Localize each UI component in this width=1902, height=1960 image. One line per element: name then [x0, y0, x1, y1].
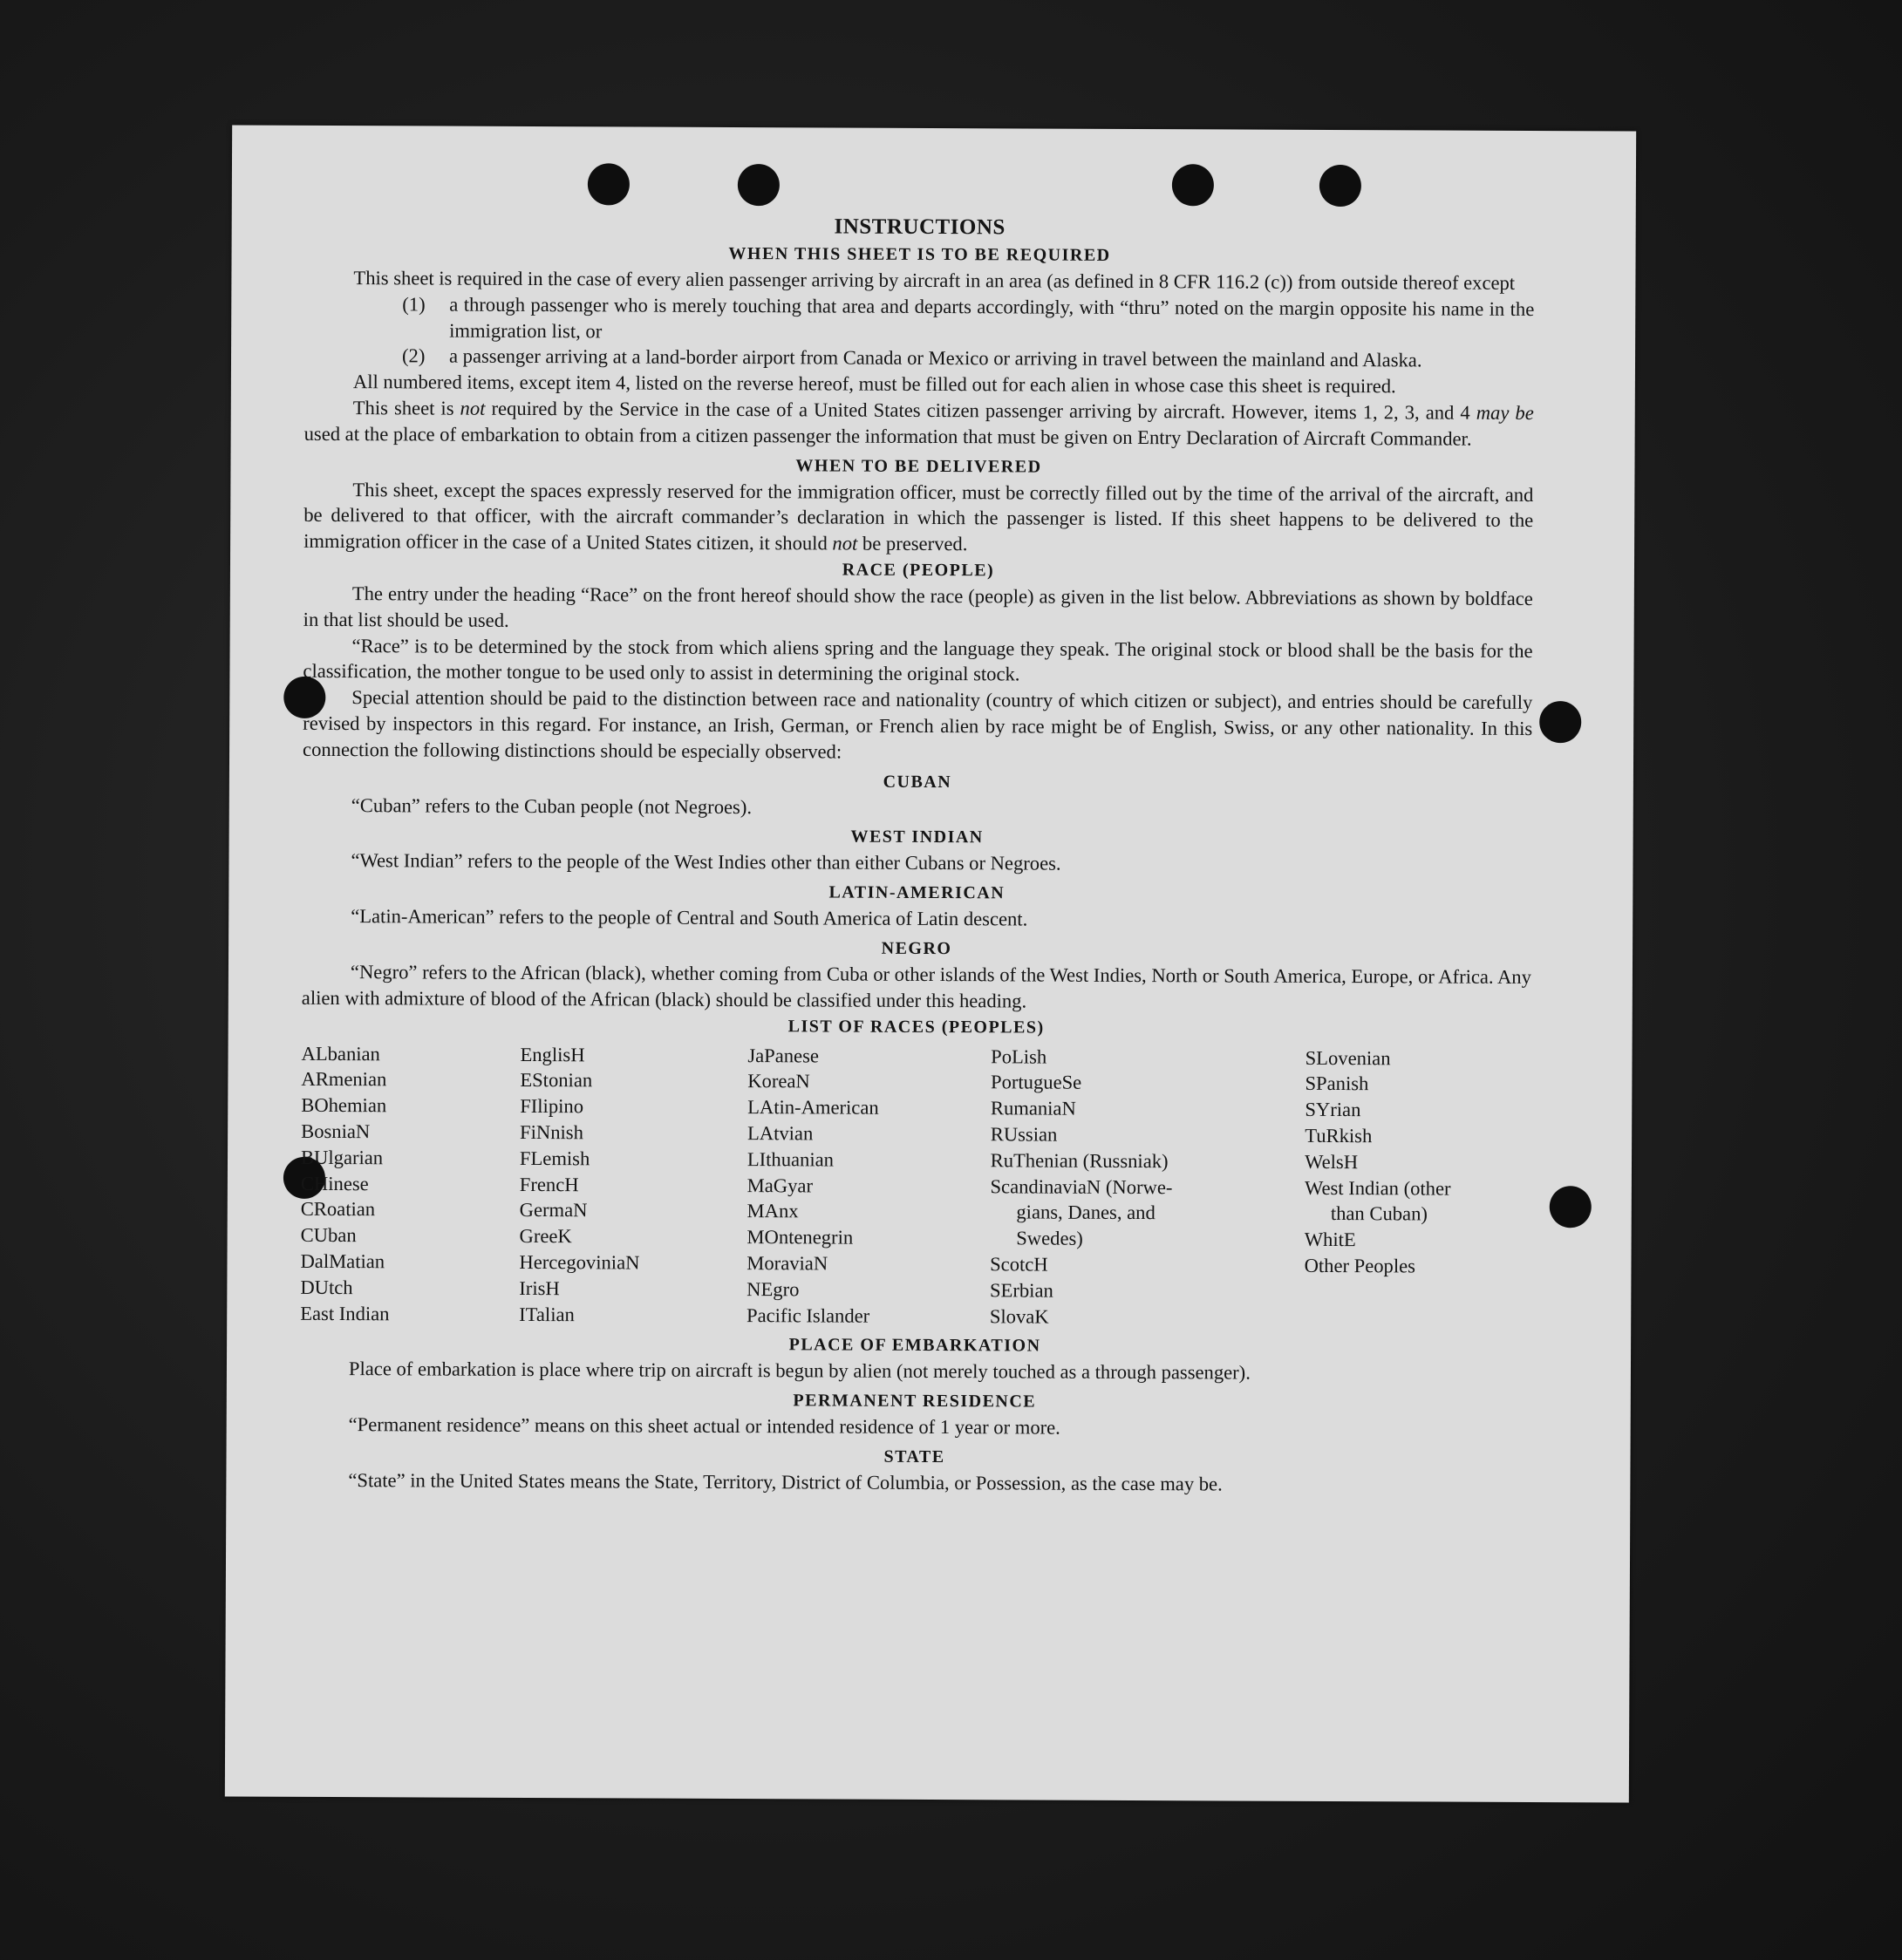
race-entry: HercegoviniaN [519, 1250, 640, 1274]
heading-list-of-races: LIST OF RACES (PEOPLES) [787, 1016, 1045, 1038]
race-entry: West Indian (other [1304, 1176, 1451, 1200]
race-entry: ITalian [519, 1303, 575, 1325]
race-list [300, 1040, 1530, 1331]
race-entry: ScandinaviaN (Norwe- [990, 1174, 1173, 1198]
race-entry: LAtvian [746, 1122, 814, 1145]
when-required-intro: This sheet is required in the case of every alien passenger arriving by aircraft in an area (as defined in 8 CFR 116.2 (c)) from outside thereof except [353, 267, 1516, 294]
race-entry: RuThenian (Russniak) [990, 1149, 1169, 1172]
race-column [1304, 1045, 1530, 1331]
race-entry: MAnx [746, 1200, 799, 1222]
punch-hole [1319, 165, 1361, 207]
item-text: a through passenger who is merely touching that area and departs accordingly, with “thru” noted on the margin opposite his name in the immigration list, or [449, 293, 1535, 342]
item-text: a passenger arriving at a land-border airport from Canada or Mexico or arriving in travel between the mainland and Alaska. [448, 344, 1422, 371]
race-entry: GreeK [519, 1225, 572, 1248]
heading-west-indian: WEST INDIAN [850, 827, 984, 847]
race-entry: East Indian [300, 1302, 390, 1324]
race-entry: RumaniaN [990, 1097, 1076, 1120]
race-entry: CRoatian [300, 1198, 376, 1221]
race-entry: FIlipino [520, 1095, 584, 1118]
race-entry: CUban [300, 1223, 357, 1247]
text-run: This sheet, except the spaces expressly reserved for the immigration officer, must be correctly filled out by the time of the arrival of the aircraft, and be delivered to that officer, with the aircraft commander’s declaration in which the passenger is listed. If this sheet happens to be delivered to the immigration officer in the case of a United States citizen, it should [303, 478, 1534, 555]
negro-text: “Negro” refers to the African (black), whether coming from Cuba or other islands of the West Indies, North or South America, Europe, or Africa. Any alien with admixture of blood of the African (black) should be classified under this heading. [301, 961, 1531, 1012]
emphasis: may be [1476, 401, 1534, 424]
race-entry: DUtch [300, 1276, 353, 1298]
text-run: used at the place of embarkation to obtain from a citizen passenger the information that must be given on Entry Declaration of Aircraft Commander. [303, 422, 1472, 450]
race-entry: SlovaK [989, 1304, 1049, 1328]
heading-cuban: CUBAN [883, 772, 952, 792]
race-entry: KoreaN [747, 1070, 810, 1092]
race-entry: RUssian [990, 1123, 1058, 1146]
item-number: (1) [402, 293, 426, 316]
race-entry: PoLish [991, 1045, 1047, 1068]
race-entry: FrencH [519, 1173, 579, 1195]
race-entry: GermaN [519, 1199, 588, 1222]
heading-race: RACE (PEOPLE) [842, 560, 995, 581]
punch-hole [1172, 164, 1214, 206]
race-entry: LIthuanian [746, 1147, 835, 1171]
race-entry: gians, Danes, and [1016, 1201, 1156, 1224]
text-run: This sheet is [352, 397, 460, 419]
race-entry: JaPanese [747, 1044, 819, 1066]
text-run: be preserved. [857, 532, 968, 555]
latin-american-text: “Latin-American” refers to the people of Central and South America of Latin descent. [351, 905, 1028, 930]
race-paragraph-2: “Race” is to be determined by the stock from which aliens spring and the language they speak. The original stock or blood shall be the basis for the classification, the mother tongue to be used only to assist in determining the original stock. [303, 634, 1533, 685]
race-entry: Swedes) [1016, 1227, 1083, 1249]
race-entry: FLemish [519, 1147, 590, 1170]
race-entry: MoraviaN [746, 1251, 828, 1275]
race-entry: DalMatian [300, 1249, 385, 1273]
race-entry: BosniaN [301, 1120, 371, 1143]
race-entry: LAtin-American [747, 1096, 879, 1119]
race-entry: SErbian [989, 1279, 1053, 1302]
race-entry: BUlgarian [300, 1146, 384, 1168]
race-entry: SYrian [1305, 1099, 1361, 1121]
emphasis: not [832, 532, 858, 555]
race-entry: SLovenian [1305, 1046, 1391, 1069]
race-entry: PortugueSe [990, 1071, 1082, 1094]
race-entry: CHinese [300, 1172, 369, 1194]
race-entry: BOhemian [301, 1093, 387, 1117]
race-entry: TuRkish [1305, 1124, 1373, 1147]
punch-hole [1550, 1186, 1592, 1228]
race-entry: SPanish [1305, 1072, 1369, 1095]
emphasis: not [460, 397, 486, 419]
sheet-text [299, 211, 1534, 1499]
item-number: (2) [401, 344, 426, 367]
race-paragraph-3: Special attention should be paid to the distinction between race and nationality (country of which citizen or subject), and entries should be carefully revised by inspectors in this regard. For instance, an Irish, German, or French alien by race might be of English, Swiss, or any other nationality. In this connection the following distinctions should be especially observed: [303, 686, 1533, 763]
race-entry: than Cuban) [1330, 1202, 1428, 1225]
race-column [990, 1044, 1305, 1330]
race-entry: Other Peoples [1304, 1254, 1416, 1277]
race-paragraph-1: The entry under the heading “Race” on the front hereof should show the race (people) as given in the list below. Abbreviations as shown by boldface in that list should be used. [303, 582, 1533, 631]
text-run: required by the Service in the case of a United States citizen passenger arriving by aircraft. However, items 1, 2, 3, and 4 [485, 397, 1476, 424]
race-entry: IrisH [519, 1276, 560, 1299]
citizen-paragraph [304, 395, 1534, 453]
heading-when-delivered: WHEN TO BE DELIVERED [795, 455, 1042, 477]
heading-latin-american: LATIN-AMERICAN [828, 882, 1006, 903]
heading-negro: NEGRO [881, 938, 952, 959]
race-entry: MOntenegrin [746, 1226, 854, 1249]
race-column [746, 1043, 991, 1330]
residence-text: “Permanent residence” means on this sheet actual or intended residence of 1 year or more. [348, 1413, 1060, 1439]
page-title: INSTRUCTIONS [834, 214, 1006, 240]
heading-when-required: WHEN THIS SHEET IS TO BE REQUIRED [728, 243, 1111, 265]
numbered-items-paragraph: All numbered items, except item 4, listed on the reverse hereof, must be filled out for each alien in whose case this sheet is required. [352, 371, 1396, 398]
delivery-paragraph [303, 476, 1533, 560]
heading-embarkation: PLACE OF EMBARKATION [788, 1335, 1041, 1356]
state-text: “State” in the United States means the State, Territory, District of Columbia, or Possession, as the case may be. [348, 1468, 1223, 1495]
race-entry: EnglisH [520, 1043, 585, 1065]
west-indian-text: “West Indian” refers to the people of the West Indies other than either Cubans or Negroes. [351, 849, 1061, 875]
heading-state: STATE [883, 1446, 945, 1467]
race-entry: Pacific Islander [746, 1303, 870, 1327]
instruction-sheet [225, 125, 1636, 1802]
race-entry: FiNnish [520, 1120, 583, 1144]
race-column [519, 1041, 747, 1328]
punch-hole [738, 164, 780, 206]
race-entry: ARmenian [301, 1068, 387, 1091]
cuban-text: “Cuban” refers to the Cuban people (not Negroes). [351, 793, 753, 818]
race-entry: EStonian [520, 1069, 593, 1092]
heading-permanent-residence: PERMANENT RESIDENCE [793, 1391, 1037, 1412]
punch-hole [1539, 701, 1581, 743]
race-entry: NEgro [746, 1277, 800, 1301]
race-column [300, 1040, 520, 1327]
race-entry: ALbanian [301, 1042, 380, 1065]
race-entry: ScotcH [990, 1253, 1048, 1276]
embarkation-text: Place of embarkation is place where trip on aircraft is begun by alien (not merely touched as a through passenger). [348, 1358, 1251, 1384]
punch-hole [588, 163, 630, 205]
race-entry: WelsH [1305, 1150, 1359, 1173]
race-entry: MaGyar [746, 1174, 814, 1196]
exception-item-1 [304, 291, 1534, 349]
race-entry: WhitE [1304, 1228, 1356, 1251]
